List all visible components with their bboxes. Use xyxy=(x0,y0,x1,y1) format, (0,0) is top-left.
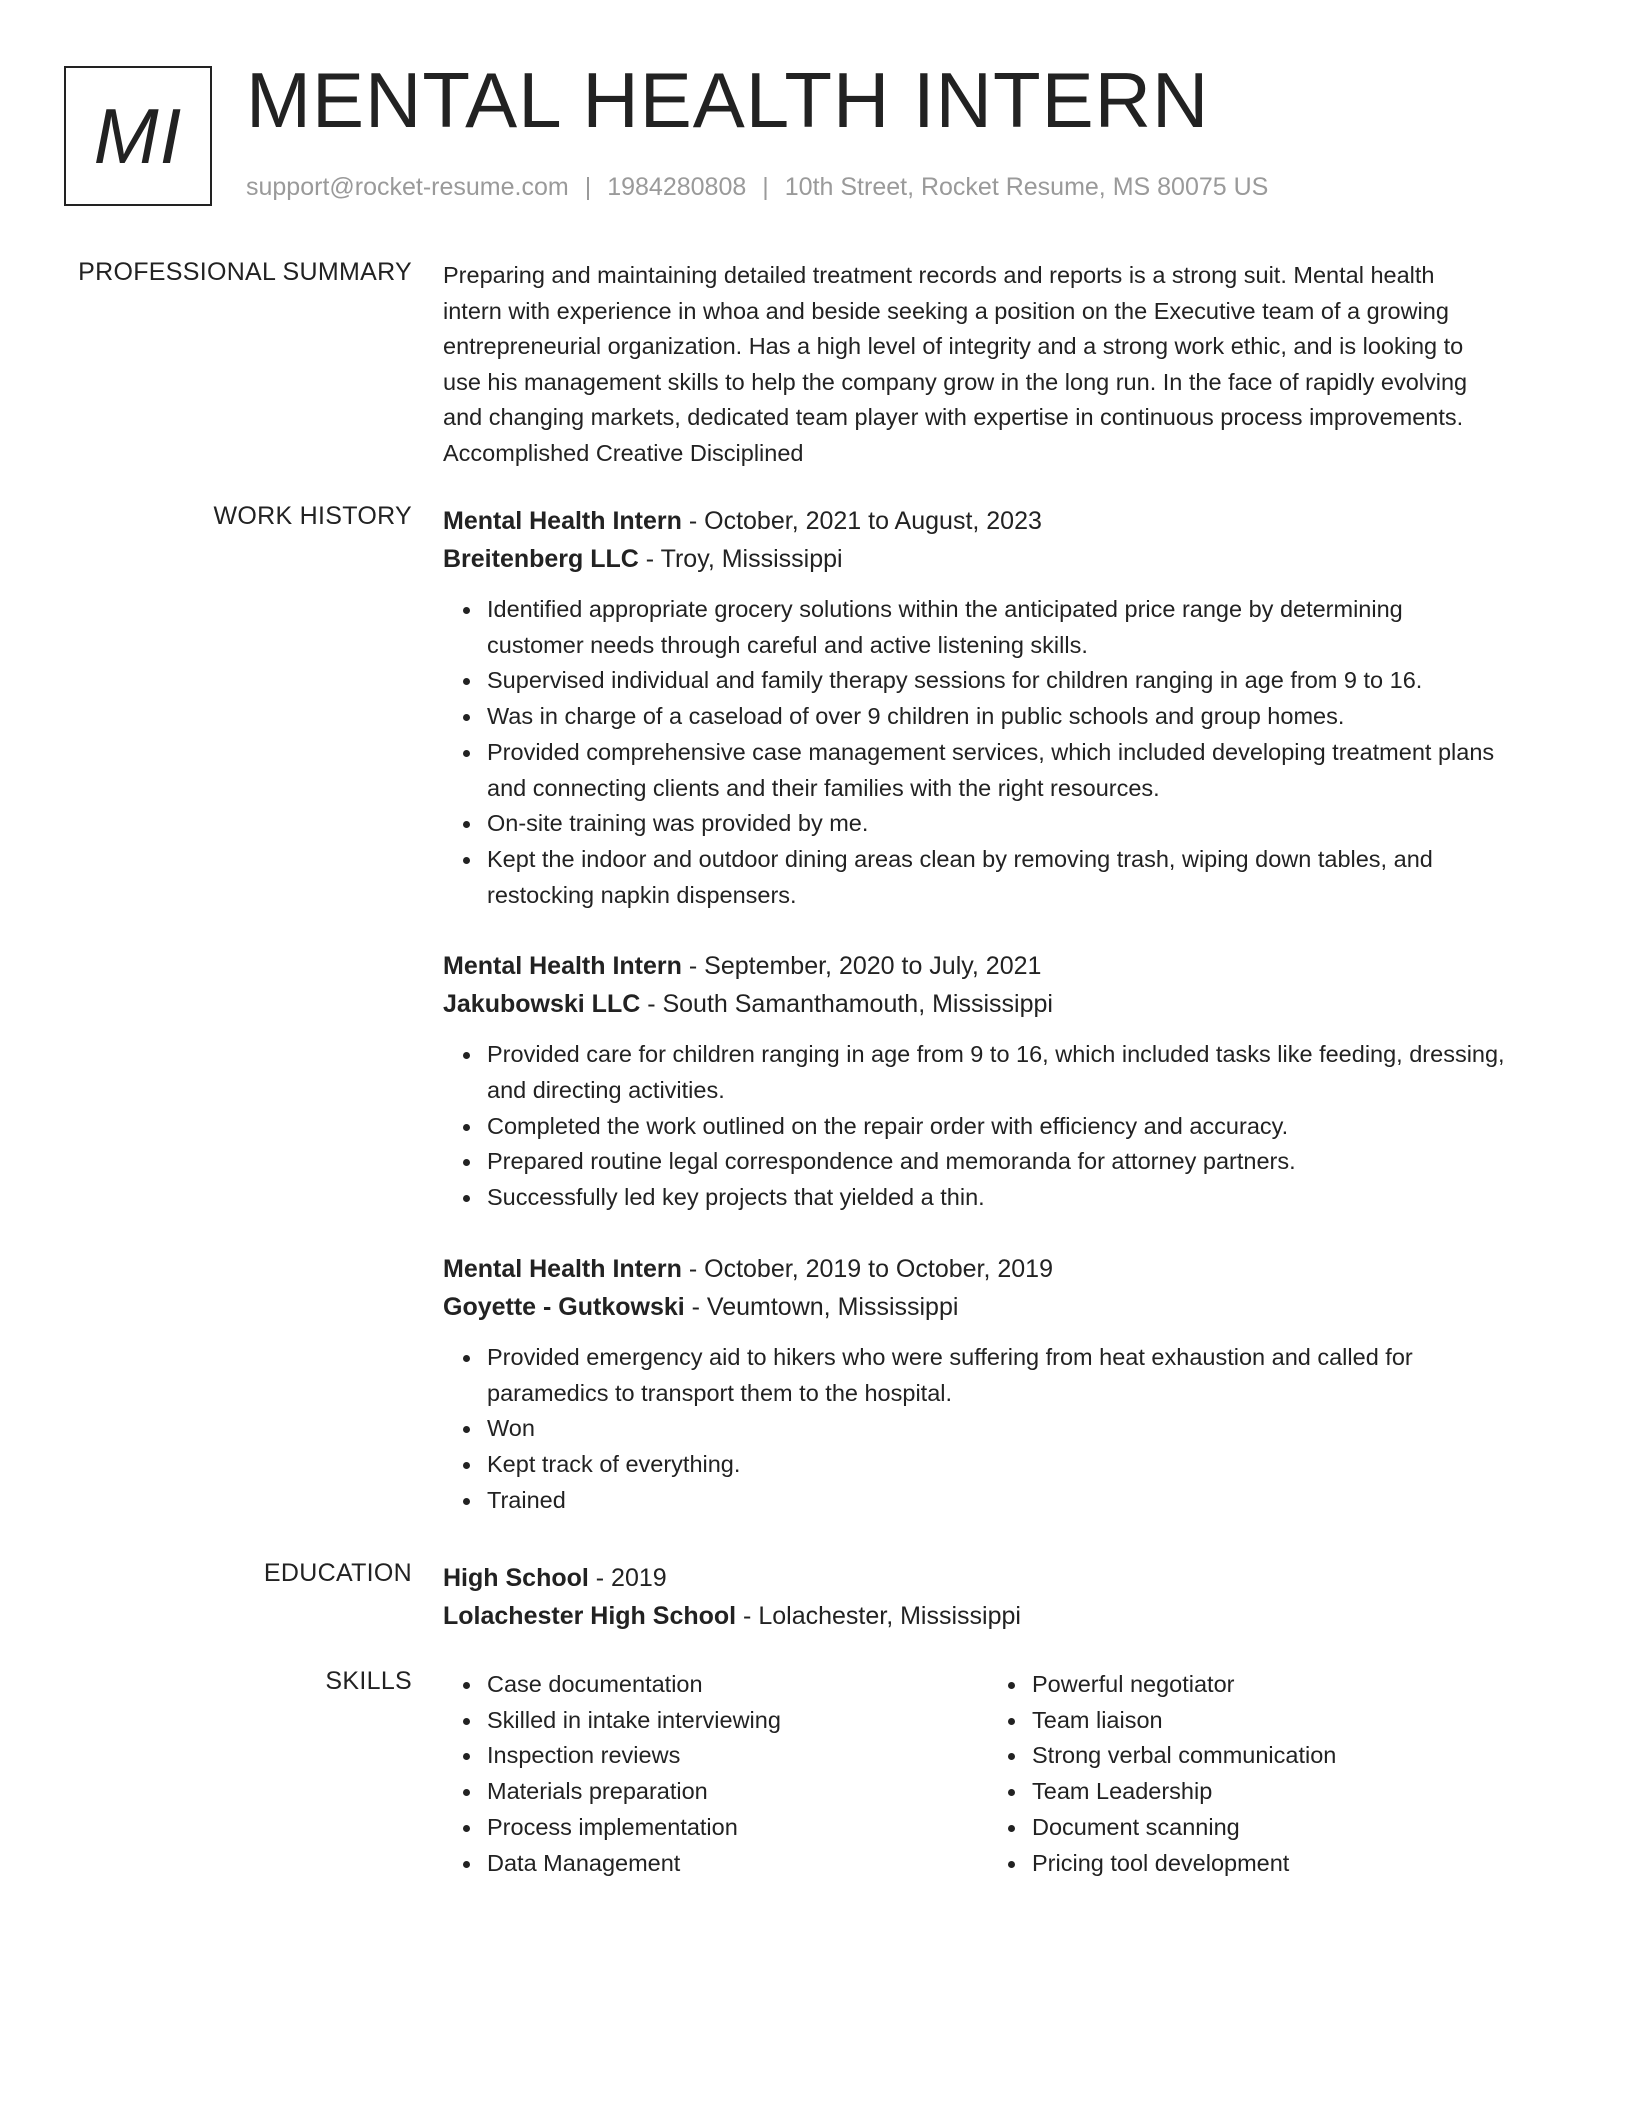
bullet-line: Identified appropriate grocery solutions within the anticipated price range by determining xyxy=(487,596,1403,622)
skills-list-left xyxy=(443,1667,781,1881)
skills-column-right xyxy=(988,1667,1336,1881)
bullet-line: Trained xyxy=(487,1486,566,1513)
job-dates: - September, 2020 to July, 2021 xyxy=(681,952,1042,981)
job-bullet xyxy=(487,806,1555,842)
bullet-line: Won xyxy=(487,1415,535,1442)
job-bullet xyxy=(487,1180,1555,1216)
contact-separator: | xyxy=(584,173,592,201)
skill-item: Materials preparation xyxy=(487,1774,781,1810)
summary-line: use his management skills to help the company grow in the long run. In the face of rapidly evolving xyxy=(443,368,1468,395)
bullet-line: Supervised individual and family therapy sessions for children ranging in age from 9 to 16. xyxy=(487,667,1423,694)
job-company-line xyxy=(443,540,1555,578)
contact-email[interactable]: support@rocket-resume.com xyxy=(246,173,569,201)
job-title: Mental Health Intern xyxy=(443,952,682,981)
bullet-line: Provided care for children ranging in age from 9 to 16, which included tasks like feeding, dressing, xyxy=(487,1041,1505,1068)
education-body xyxy=(443,1559,1555,1635)
contact-separator: | xyxy=(762,173,769,201)
contact-line xyxy=(246,173,1268,202)
job-bullet xyxy=(487,842,1555,913)
job-bullet xyxy=(487,592,1555,663)
bullet-line: Successfully led key projects that yielded a thin. xyxy=(487,1184,985,1211)
job-company: Jakubowski LLC xyxy=(443,990,641,1019)
skill-item: Data Management xyxy=(487,1846,781,1882)
job-dates: - October, 2021 to August, 2023 xyxy=(681,507,1042,535)
section-heading-skills: SKILLS xyxy=(325,1667,412,1695)
summary-line: entrepreneurial organization. Has a high level of integrity and a strong work ethic, and is looking to xyxy=(443,333,1464,359)
skill-item: Document scanning xyxy=(1032,1810,1336,1846)
job-bullet xyxy=(487,1109,1555,1145)
skill-item: Team liaison xyxy=(1032,1703,1336,1739)
bullet-line: Was in charge of a caseload of over 9 children in public schools and group homes. xyxy=(487,703,1345,730)
job-bullet-list xyxy=(443,1340,1555,1519)
skill-item: Strong verbal communication xyxy=(1032,1738,1336,1774)
section-heading-work-history: WORK HISTORY xyxy=(213,502,412,530)
summary-line: and changing markets, dedicated team player with expertise in continuous process improvements. xyxy=(443,404,1464,430)
bullet-line: Provided comprehensive case management services, which included developing treatment plans xyxy=(487,738,1495,765)
bullet-line: and connecting clients and their families with the right resources. xyxy=(487,774,1160,801)
bullet-line: restocking napkin dispensers. xyxy=(487,881,797,908)
section-heading-education: EDUCATION xyxy=(263,1559,412,1587)
job-dates: - October, 2019 to October, 2019 xyxy=(681,1254,1053,1283)
summary-text xyxy=(443,258,1555,471)
job-title-line xyxy=(443,947,1555,985)
education-degree-line xyxy=(443,1559,1555,1597)
section-heading-summary: PROFESSIONAL SUMMARY xyxy=(78,258,412,286)
job-location: - Troy, Mississippi xyxy=(638,545,843,573)
skill-item: Powerful negotiator xyxy=(1032,1667,1336,1703)
job-bullet-list xyxy=(443,1037,1555,1216)
skill-item: Process implementation xyxy=(487,1810,781,1846)
bullet-line: and directing activities. xyxy=(487,1077,725,1104)
skill-item: Case documentation xyxy=(487,1667,781,1703)
bullet-line: customer needs through careful and active listening skills. xyxy=(487,631,1088,658)
job-bullet xyxy=(487,1037,1555,1108)
summary-line: intern with experience in whoa and beside seeking a position on the Executive team of a growing xyxy=(443,297,1449,324)
job-title-line xyxy=(443,502,1555,540)
job-bullet xyxy=(487,1447,1555,1483)
job-company-line xyxy=(443,1288,1555,1326)
job-bullet xyxy=(487,1144,1555,1180)
job-bullet-list xyxy=(443,592,1555,913)
bullet-line: On-site training was provided by me. xyxy=(487,810,869,837)
bullet-line: Prepared routine legal correspondence and memoranda for attorney partners. xyxy=(487,1148,1296,1175)
monogram-initials: MI xyxy=(93,91,183,180)
skills-list-right xyxy=(988,1667,1336,1881)
job-title: Mental Health Intern xyxy=(443,507,682,535)
skill-item: Pricing tool development xyxy=(1032,1846,1336,1882)
summary-line: Accomplished Creative Disciplined xyxy=(443,439,804,466)
bullet-line: Completed the work outlined on the repair order with efficiency and accuracy. xyxy=(487,1112,1289,1139)
bullet-line: Provided emergency aid to hikers who were suffering from heat exhaustion and called for xyxy=(487,1343,1413,1370)
job-company-line xyxy=(443,985,1555,1023)
summary-line: Preparing and maintaining detailed treatment records and reports is a strong suit. Mental health xyxy=(443,262,1435,288)
job-bullet xyxy=(487,1340,1555,1411)
job-company: Goyette - Gutkowski xyxy=(443,1292,685,1321)
job-location: - South Samanthamouth, Mississippi xyxy=(640,990,1053,1019)
job-entry xyxy=(443,947,1555,1216)
skill-item: Skilled in intake interviewing xyxy=(487,1703,781,1739)
job-bullet xyxy=(487,663,1555,699)
job-title: Mental Health Intern xyxy=(443,1254,682,1283)
contact-address: 10th Street, Rocket Resume, MS 80075 US xyxy=(784,173,1269,201)
education-school: Lolachester High School xyxy=(443,1602,737,1630)
job-bullet xyxy=(487,1411,1555,1447)
candidate-name: MENTAL HEALTH INTERN xyxy=(246,56,1210,144)
job-entry xyxy=(443,1250,1555,1519)
job-location: - Veumtown, Mississippi xyxy=(684,1292,959,1321)
job-bullet xyxy=(487,735,1555,806)
skill-item: Inspection reviews xyxy=(487,1738,781,1774)
education-year: - 2019 xyxy=(588,1564,667,1592)
skill-item: Team Leadership xyxy=(1032,1774,1336,1810)
skills-column-left xyxy=(443,1667,781,1881)
job-title-line xyxy=(443,1250,1555,1288)
work-history-body xyxy=(443,502,1555,1518)
education-location: - Lolachester, Mississippi xyxy=(736,1602,1021,1630)
job-bullet xyxy=(487,1483,1555,1519)
monogram-box xyxy=(64,66,212,206)
bullet-line: Kept track of everything. xyxy=(487,1450,741,1477)
contact-phone[interactable]: 1984280808 xyxy=(607,173,747,201)
education-degree: High School xyxy=(443,1564,589,1592)
job-company: Breitenberg LLC xyxy=(443,545,639,573)
job-entry xyxy=(443,502,1555,913)
bullet-line: Kept the indoor and outdoor dining areas clean by removing trash, wiping down tables, and xyxy=(487,845,1433,872)
education-school-line xyxy=(443,1597,1555,1635)
job-bullet xyxy=(487,699,1555,735)
bullet-line: paramedics to transport them to the hospital. xyxy=(487,1379,953,1406)
